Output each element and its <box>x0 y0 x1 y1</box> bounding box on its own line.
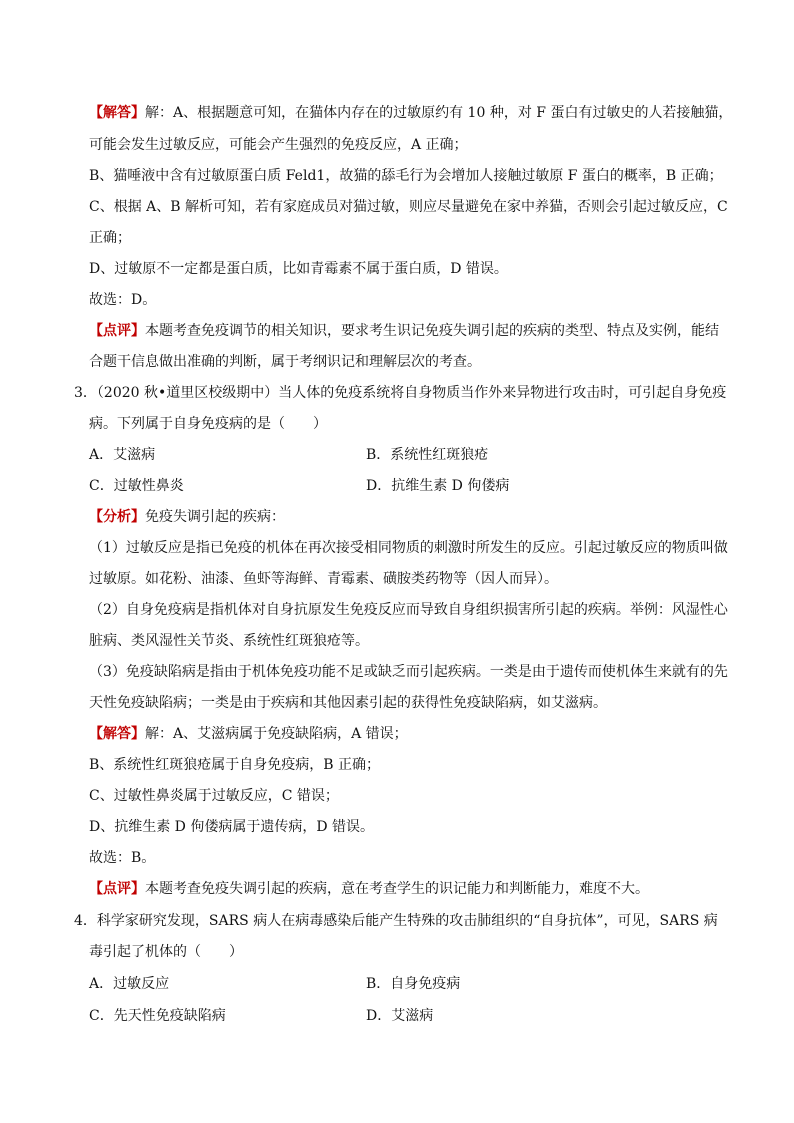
comment-tag: 【点评】 <box>89 323 145 339</box>
q3-analysis-line-1: 【分析】免疫失调引起的疾病： <box>89 509 285 525</box>
q2-answer-line-3: B、猫唾液中含有过敏原蛋白质 Feld1，故猫的舔毛行为会增加人接触过敏原 F 蛋白的概率，B 正确； <box>89 168 723 184</box>
q4-stem-line-2: 毒引起了机体的（ ） <box>89 944 243 960</box>
q2-answer-line-2: 可能会发生过敏反应，可能会产生强烈的免疫反应，A 正确； <box>89 137 468 153</box>
q2-answer-line-5: 正确； <box>89 230 131 246</box>
q2-answer-line-7: 故选：D。 <box>89 292 157 308</box>
q3-option-c: C．过敏性鼻炎 <box>89 478 184 494</box>
q4-option-d: D．艾滋病 <box>366 1008 434 1024</box>
q3-answer-line-3: C、过敏性鼻炎属于过敏反应，C 错误； <box>89 788 339 804</box>
q3-analysis-line-2: （1）过敏反应是指已免疫的机体在再次接受相同物质的刺激时所发生的反应。引起过敏反应的物质叫做 <box>89 540 728 556</box>
q3-analysis-line-6: （3）免疫缺陷病是指由于机体免疫功能不足或缺乏而引起疾病。一类是由于遗传而使机体生来就有的先 <box>89 664 728 680</box>
q3-analysis-line-4: （2）自身免疫病是指机体对自身抗原发生免疫反应而导致自身组织损害所引起的疾病。举例：风湿性心 <box>89 602 728 618</box>
comment-tag: 【点评】 <box>89 881 145 897</box>
q3-analysis-line-5: 脏病、类风湿性关节炎、系统性红斑狼疮等。 <box>89 633 369 649</box>
q3-answer-line-1: 【解答】解：A、艾滋病属于免疫缺陷病，A 错误； <box>89 726 408 742</box>
q2-answer-line-4: C、根据 A、B 解析可知，若有家庭成员对猫过敏，则应尽量避免在家中养猫，否则会引起过敏反应，C <box>89 199 728 215</box>
q3-stem-line-2: 病。下列属于自身免疫病的是（ ） <box>89 416 327 432</box>
q3-answer-line-2: B、系统性红斑狼疮属于自身免疫病，B 正确； <box>89 757 381 773</box>
q2-answer-line-1: 【解答】解：A、根据题意可知，在猫体内存在的过敏原约有 10 种，对 F 蛋白有过敏史的人若接触猫， <box>89 105 733 121</box>
q4-option-c: C．先天性免疫缺陷病 <box>89 1008 226 1024</box>
question-number: 3． <box>74 385 97 401</box>
q2-comment-line-2: 合题干信息做出准确的判断，属于考纲识记和理解层次的考查。 <box>89 354 481 370</box>
q2-answer-line-6: D、过敏原不一定都是蛋白质，比如青霉素不属于蛋白质，D 错误。 <box>89 261 508 277</box>
q4-option-b: B．自身免疫病 <box>366 976 461 992</box>
q3-comment-line-1: 【点评】本题考查免疫失调引起的疾病，意在考查学生的识记能力和判断能力，难度不大。 <box>89 881 649 897</box>
q4-stem-line-1: 4．科学家研究发现，SARS 病人在病毒感染后能产生特殊的攻击肺组织的“自身抗体”，可见，SARS 病 <box>74 913 718 929</box>
question-number: 4． <box>74 913 97 929</box>
analysis-tag: 【分析】 <box>89 509 145 525</box>
q3-analysis-line-7: 天性免疫缺陷病；一类是由于疾病和其他因素引起的获得性免疫缺陷病，如艾滋病。 <box>89 695 607 711</box>
answer-tag: 【解答】 <box>89 726 145 742</box>
q3-analysis-line-3: 过敏原。如花粉、油漆、鱼虾等海鲜、青霉素、磺胺类药物等（因人而异）。 <box>89 571 558 587</box>
q3-option-d: D．抗维生素 D 佝偻病 <box>366 478 510 494</box>
q3-answer-line-4: D、抗维生素 D 佝偻病属于遗传病，D 错误。 <box>89 819 375 835</box>
q3-stem-line-1: 3．（2020 秋•道里区校级期中）当人体的免疫系统将自身物质当作外来异物进行攻击时，可引起自身免疫 <box>74 385 727 401</box>
q3-option-b: B．系统性红斑狼疮 <box>366 447 489 463</box>
q4-option-a: A．过敏反应 <box>89 976 170 992</box>
q2-comment-line-1: 【点评】本题考查免疫调节的相关知识，要求考生识记免疫失调引起的疾病的类型、特点及实例，能结 <box>89 323 719 339</box>
q3-answer-line-5: 故选：B。 <box>89 850 156 866</box>
answer-tag: 【解答】 <box>89 105 145 121</box>
q3-option-a: A．艾滋病 <box>89 447 156 463</box>
